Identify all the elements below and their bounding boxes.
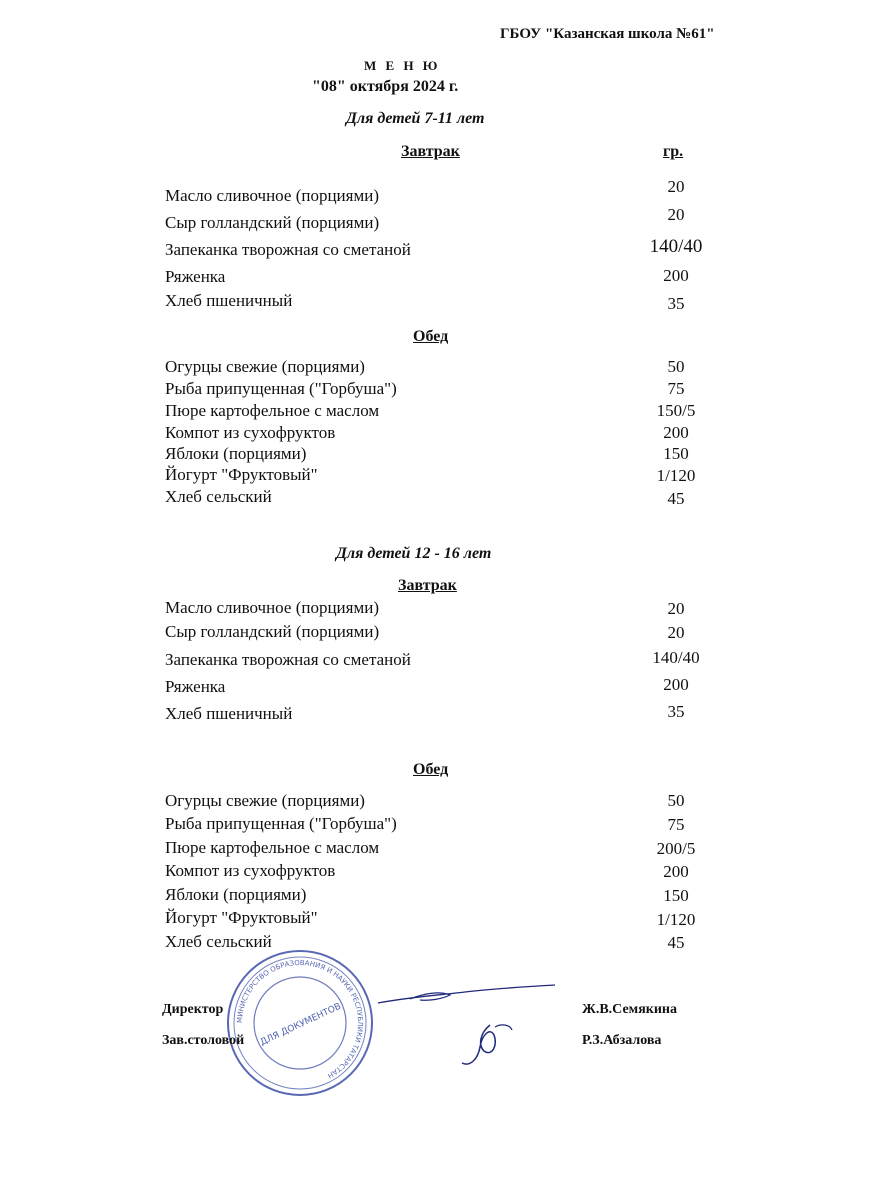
menu-item-qty: 200 — [663, 423, 689, 442]
menu-item-qty: 200/5 — [656, 839, 696, 858]
menu-item-qty: 150 — [663, 444, 689, 463]
menu-item-qty: 1/120 — [656, 910, 696, 929]
menu-item: Яблоки (порциями) — [165, 444, 307, 463]
school-name: ГБОУ "Казанская школа №61" — [500, 26, 715, 42]
menu-item: Хлеб пшеничный — [165, 704, 293, 723]
menu-item: Хлеб сельский — [165, 932, 272, 951]
menu-item-qty: 140/40 — [652, 648, 700, 667]
menu-item: Сыр голландский (порциями) — [165, 213, 380, 232]
menu-item-qty: 150 — [663, 886, 689, 905]
menu-item: Рыба припущенная ("Горбуша") — [165, 379, 397, 398]
menu-item: Запеканка творожная со сметаной — [165, 240, 411, 259]
menu-item-qty: 45 — [667, 489, 685, 508]
stamp-ring-text: МИНИСТЕРСТВО ОБРАЗОВАНИЯ И НАУКИ РЕСПУБЛИКИ ТАТАРСТАН — [235, 958, 365, 1080]
menu-item: Йогурт "Фруктовый" — [165, 465, 318, 484]
menu-item-qty: 140/40 — [649, 236, 703, 257]
menu-item: Запеканка творожная со сметаной — [165, 650, 411, 669]
stamp-graphic — [225, 948, 375, 1098]
handwritten-signature — [370, 975, 560, 1075]
age-group-1-title: Для детей 7-11 лет — [346, 110, 485, 127]
menu-item-qty: 1/120 — [656, 466, 696, 485]
menu-item-qty: 75 — [667, 815, 685, 834]
menu-item-qty: 50 — [667, 791, 685, 810]
menu-item: Хлеб пшеничный — [165, 291, 293, 310]
stamp-center-text: ДЛЯ ДОКУМЕНТОВ — [258, 1001, 343, 1048]
canteen-head-name: Р.З.Абзалова — [582, 1033, 662, 1048]
menu-item-qty: 200 — [663, 675, 689, 694]
menu-item: Огурцы свежие (порциями) — [165, 791, 365, 810]
menu-item: Компот из сухофруктов — [165, 423, 336, 442]
menu-item: Огурцы свежие (порциями) — [165, 357, 365, 376]
menu-item-qty: 20 — [667, 623, 685, 642]
menu-item: Компот из сухофруктов — [165, 861, 336, 880]
director-name: Ж.В.Семякина — [582, 1002, 677, 1017]
age-group-2-title: Для детей 12 - 16 лет — [336, 545, 492, 562]
unit-header: гр. — [663, 143, 684, 160]
menu-item: Масло сливочное (порциями) — [165, 598, 379, 617]
menu-item-qty: 20 — [667, 205, 685, 224]
menu-item-qty: 200 — [663, 266, 689, 285]
menu-item-qty: 35 — [667, 702, 685, 721]
lunch-title-1: Обед — [413, 328, 449, 345]
menu-title: М Е Н Ю — [364, 58, 441, 73]
menu-item: Йогурт "Фруктовый" — [165, 908, 318, 927]
menu-item-qty: 150/5 — [656, 401, 696, 420]
menu-item-qty: 75 — [667, 379, 685, 398]
menu-item-qty: 35 — [667, 294, 685, 313]
menu-item: Рыба припущенная ("Горбуша") — [165, 814, 397, 833]
menu-item: Ряженка — [165, 267, 226, 286]
director-label: Директор — [162, 1002, 224, 1017]
menu-item-qty: 50 — [667, 357, 685, 376]
menu-item: Пюре картофельное с маслом — [165, 838, 380, 857]
menu-item-qty: 20 — [667, 599, 685, 618]
menu-item-qty: 45 — [667, 933, 685, 952]
menu-item: Пюре картофельное с маслом — [165, 401, 380, 420]
breakfast-title-1: Завтрак — [401, 143, 460, 160]
menu-item: Ряженка — [165, 677, 226, 696]
menu-item: Сыр голландский (порциями) — [165, 622, 380, 641]
menu-item-qty: 20 — [667, 177, 685, 196]
breakfast-title-2: Завтрак — [398, 577, 457, 594]
menu-item: Яблоки (порциями) — [165, 885, 307, 904]
lunch-title-2: Обед — [413, 761, 449, 778]
menu-item: Масло сливочное (порциями) — [165, 186, 379, 205]
menu-date: "08" октября 2024 г. — [312, 78, 459, 95]
menu-item-qty: 200 — [663, 862, 689, 881]
menu-item: Хлеб сельский — [165, 487, 272, 506]
official-stamp — [225, 948, 375, 1098]
canteen-head-label: Зав.столовой — [162, 1033, 245, 1048]
